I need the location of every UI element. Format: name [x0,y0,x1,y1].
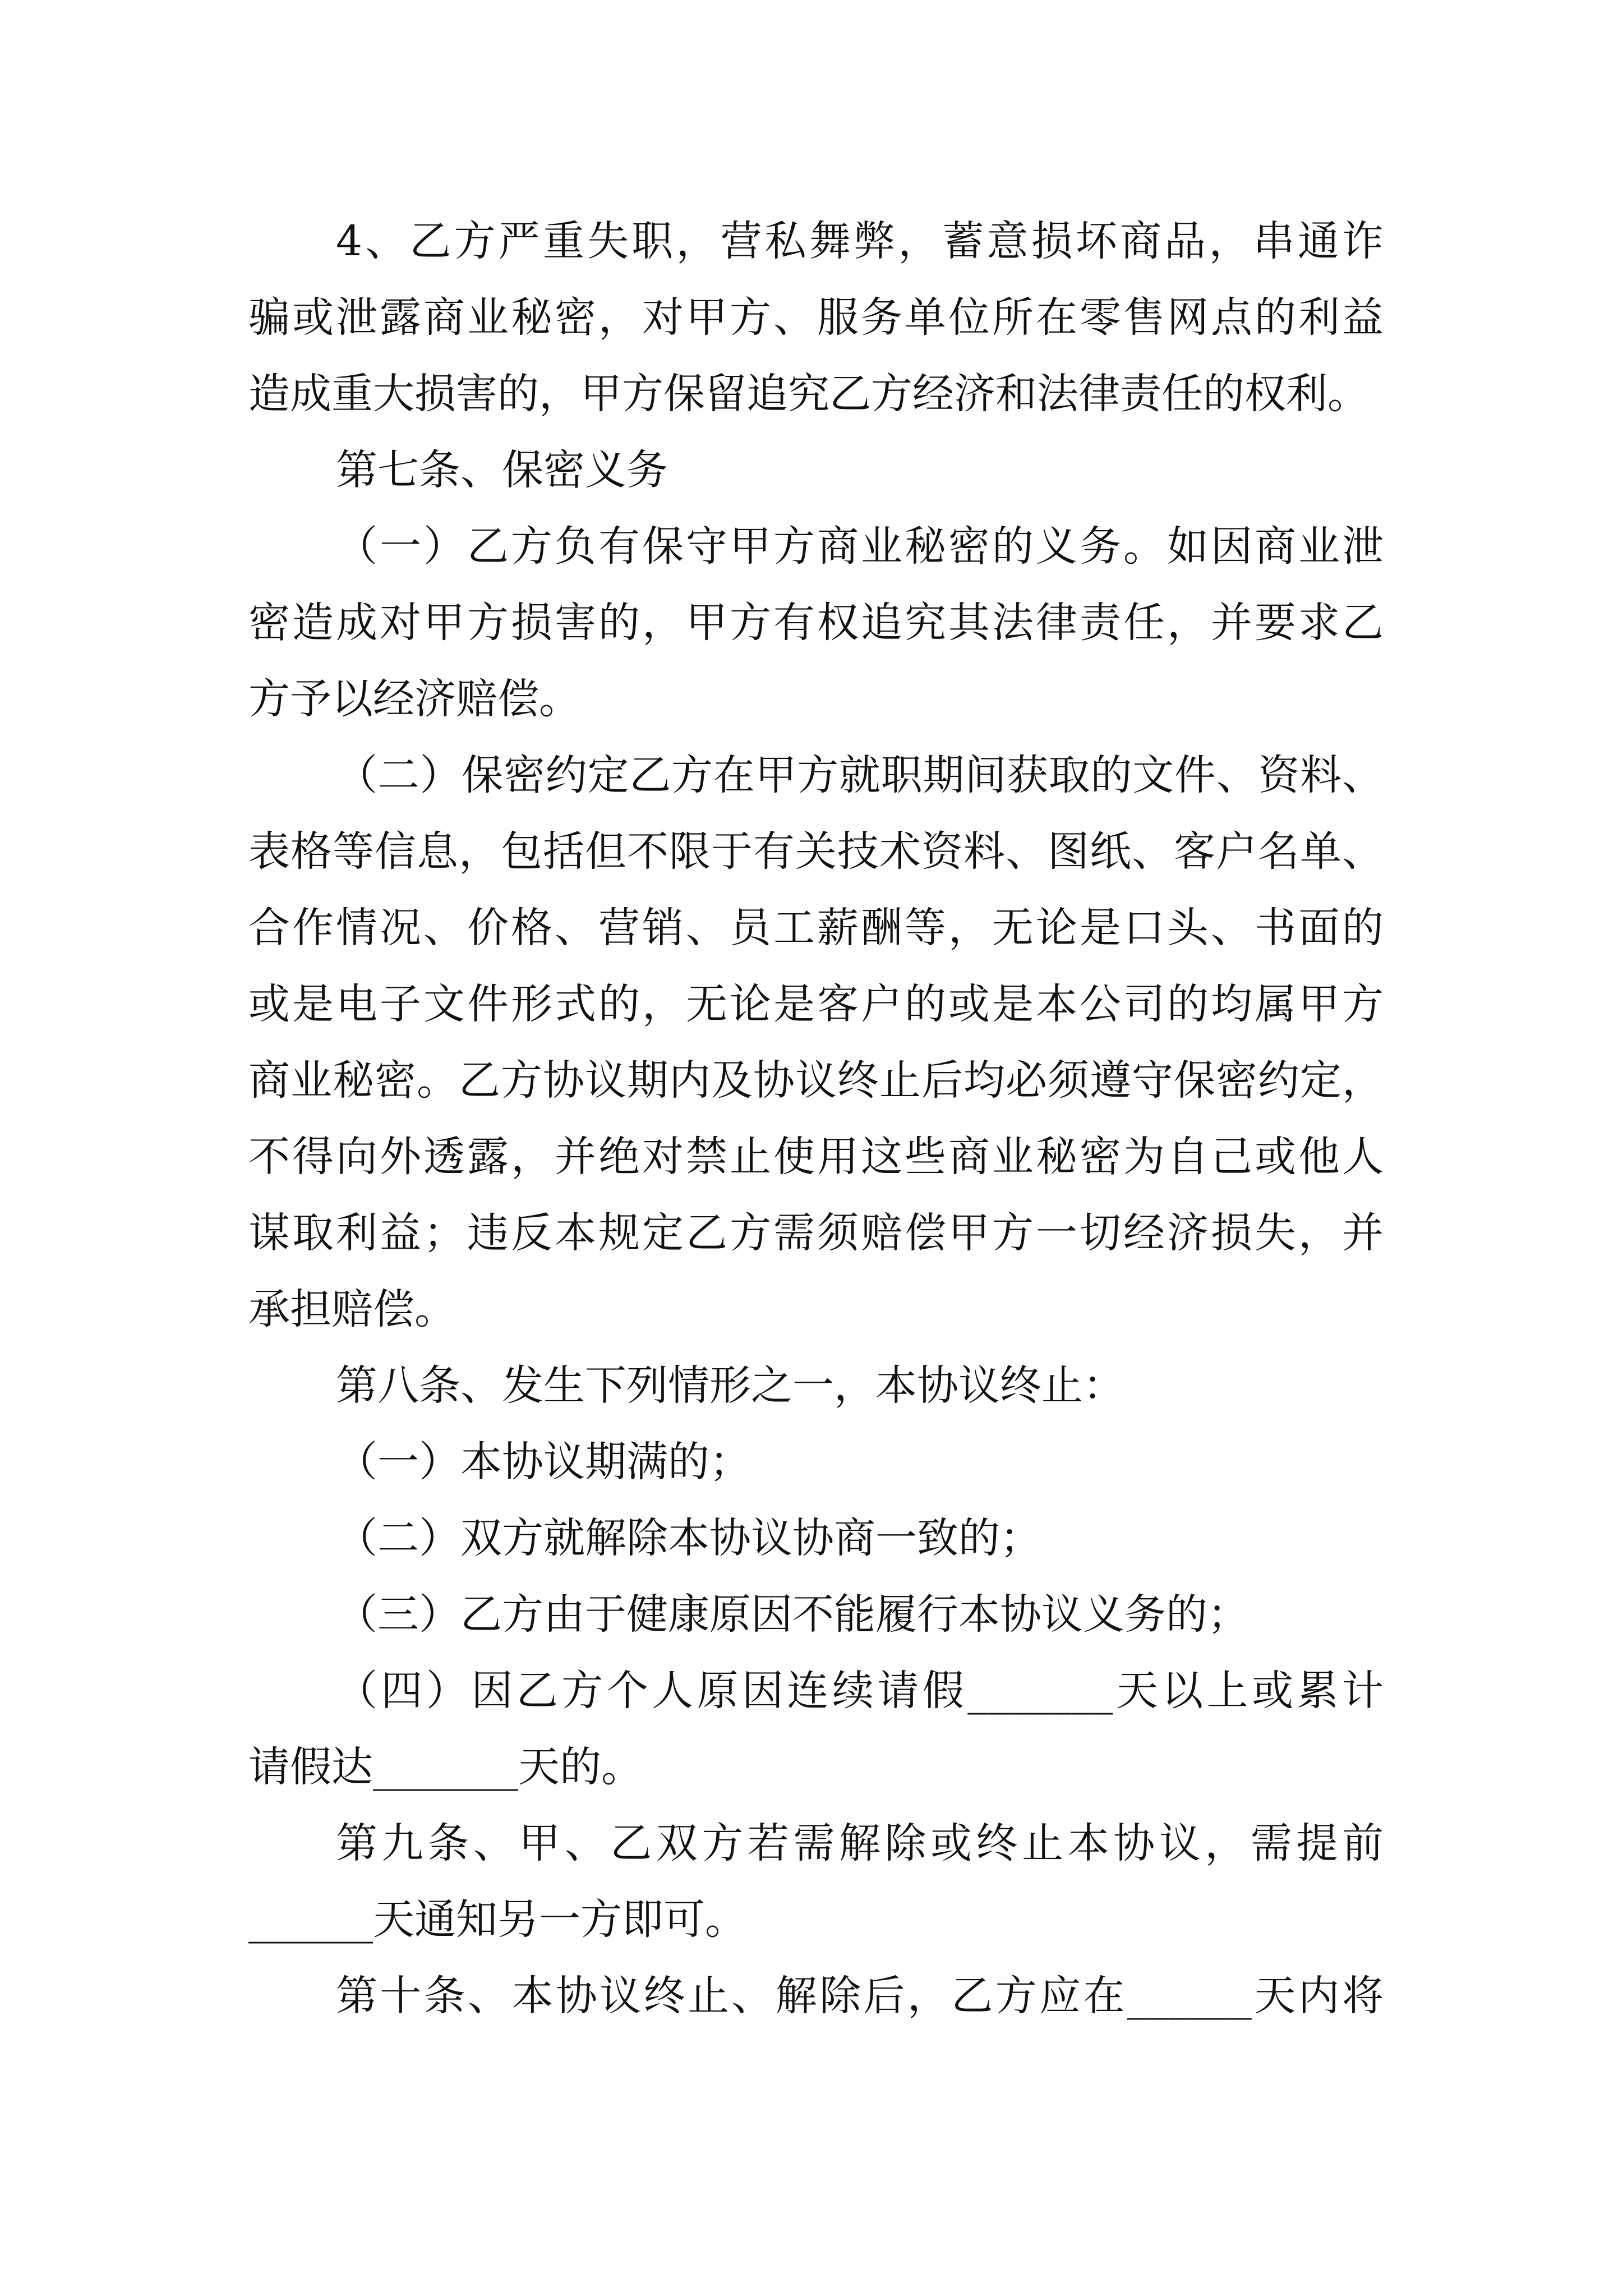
text-line: （四）因乙方个人原因连续请假_______天以上或累计 [336,1667,1384,1715]
article-7-section-1 [248,508,1384,737]
text-line: （二）双方就解除本协议协商一致的； [336,1514,1041,1562]
text-line: 第七条、保密义务 [336,446,668,494]
article-7-heading [248,432,1384,508]
article-8-case-2 [248,1500,1384,1576]
text-line: 请假达_______天的。 [248,1743,643,1791]
text-line: （一）本协议期满的； [336,1438,751,1486]
text-line: （三）乙方由于健康原因不能履行本协议义务的； [336,1590,1249,1639]
text-line: 谋取利益；违反本规定乙方需须赔偿甲方一切经济损失，并 [248,1209,1384,1257]
text-line: 商业秘密。乙方协议期内及协议终止后均必须遵守保密约定， [248,1056,1384,1105]
text-line: 第九条、甲、乙双方若需解除或终止本协议，需提前 [336,1819,1384,1867]
document-body [248,203,1384,2034]
text-line: 造成重大损害的，甲方保留追究乙方经济和法律责任的权利。 [248,370,1369,418]
text-line: 或是电子文件形式的，无论是客户的或是本公司的均属甲方 [248,980,1384,1028]
article-7-section-2 [248,737,1384,1347]
text-line: 骗或泄露商业秘密，对甲方、服务单位所在零售网点的利益 [248,293,1384,342]
article-8-case-3 [248,1576,1384,1653]
text-line: 第十条、本协议终止、解除后，乙方应在______天内将 [336,1972,1384,2020]
article-8-heading [248,1347,1384,1424]
article-8-case-1 [248,1424,1384,1500]
text-line: 4、乙方严重失职，营私舞弊，蓄意损坏商品，串通诈 [336,217,1384,265]
article-8-case-4 [248,1653,1384,1805]
text-line: （二）保密约定乙方在甲方就职期间获取的文件、资料、 [336,751,1384,799]
text-line: （一）乙方负有保守甲方商业秘密的义务。如因商业泄 [336,522,1384,570]
article-9-paragraph [248,1805,1384,1958]
text-line: 密造成对甲方损害的，甲方有权追究其法律责任，并要求乙 [248,599,1384,647]
text-line: ______天通知另一方即可。 [248,1895,746,1944]
text-line: 承担赔偿。 [248,1285,456,1333]
clause-item-4-paragraph [248,203,1384,432]
article-10-paragraph [248,1958,1384,2034]
text-line: 表格等信息，包括但不限于有关技术资料、图纸、客户名单、 [248,827,1384,876]
text-line: 不得向外透露，并绝对禁止使用这些商业秘密为自己或他人 [248,1133,1384,1181]
text-line: 合作情况、价格、营销、员工薪酬等，无论是口头、书面的 [248,904,1384,952]
text-line: 方予以经济赔偿。 [248,675,580,723]
text-line: 第八条、发生下列情形之一，本协议终止： [336,1361,1124,1410]
